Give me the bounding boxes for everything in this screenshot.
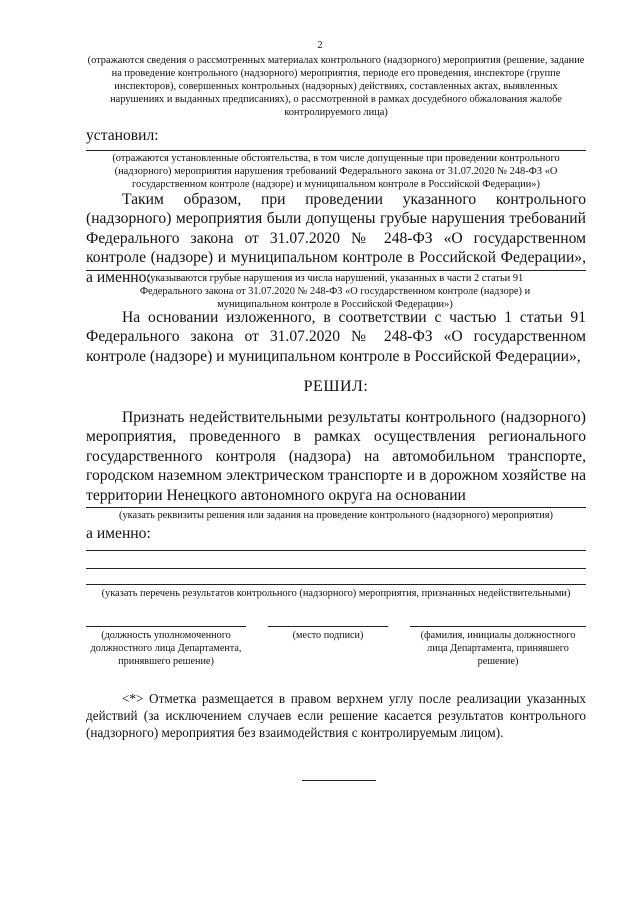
caption-details: (указать реквизиты решения или задания на проведение контрольного (надзорного) мероприятия): [119, 510, 553, 521]
decided-heading: РЕШИЛ:: [303, 378, 369, 395]
paragraph-basis: На основании изложенного, в соответствии с частью 1 статьи 91 Федерального закона от 31.07.2020 № 248-ФЗ «О государственном контроле (надзоре) и муниципальном контроле в Российской Федерации»,: [86, 309, 586, 365]
paragraph-recognize: Признать недействительными результаты контрольного (надзорного) мероприятия, проведенного в рамках осуществления регионального государственного контроля (надзора) на автомобильном транспорте, городском наземном электрическом транспорте и в дорожном хозяйстве на территории Ненецкого автономного округа на основании: [86, 409, 586, 504]
signature-line-place: [268, 626, 388, 627]
paragraph-thus: Таким образом, при проведении указанного контрольного (надзорного) мероприятия были допущены грубые нарушения требований Федерального закона от 31.07.2020 № 248-ФЗ «О государственном контроле (надзоре) и муниципальном контроле в Российской Федерации», а именно:: [86, 191, 586, 286]
end-divider: [302, 780, 376, 781]
signature-line-name: [410, 626, 586, 627]
fill-line: [86, 568, 586, 569]
caption-results: (указать перечень результатов контрольного (надзорного) мероприятия, признанных недействительными): [101, 588, 571, 599]
fill-line: [86, 270, 586, 271]
signature-line-position: [86, 626, 246, 627]
fill-line: [86, 550, 586, 551]
caption-signature-name: (фамилия, инициалы должностного лица Департамента, принявшего решение): [420, 630, 576, 667]
caption-events: (отражаются сведения о рассмотренных материалах контрольного (надзорного) мероприятия (решение, задание на проведение контрольного (надзорного) мероприятия, периоде его проведения, инспекторе (группе инспекторов), совершенных контрольных (надзорных) действиях, составленных актах, выявленных нарушениях и выданных предписаниях), о рассмотренной в рамках досудебного обжалования жалобе контролируемого лица): [87, 55, 585, 118]
footnote: <*> Отметка размещается в правом верхнем углу после реализации указанных действий (за исключением случаев если решение касается результатов контрольного (надзорного) мероприятия без взаимодействия с контролируемым лицом).: [86, 691, 586, 740]
fill-line: [86, 150, 586, 151]
namely-label: а именно:: [86, 525, 151, 542]
caption-violations: (указываются грубые нарушения из числа нарушений, указанных в части 2 статьи 91 Федерального закона от 31.07.2020 № 248-ФЗ «О государственном контроле (надзоре) и муниципальном контроле в Российской Федерации»): [139, 273, 531, 310]
caption-circumstances: (отражаются установленные обстоятельства, в том числе допущенные при проведении контрольного (надзорного) мероприятия нарушения требований Федерального закона от 31.07.2020 № 248-ФЗ «О государственном контроле (надзоре) и муниципальном контроле в Российской Федерации»): [112, 153, 560, 190]
established-label: установил:: [86, 127, 159, 144]
fill-line: [86, 507, 586, 508]
page-number: 2: [317, 40, 323, 51]
caption-signature-place: (место подписи): [292, 630, 364, 641]
fill-line: [86, 584, 586, 585]
caption-signature-position: (должность уполномоченного должностного лица Департамента, принявшего решение): [90, 630, 242, 667]
